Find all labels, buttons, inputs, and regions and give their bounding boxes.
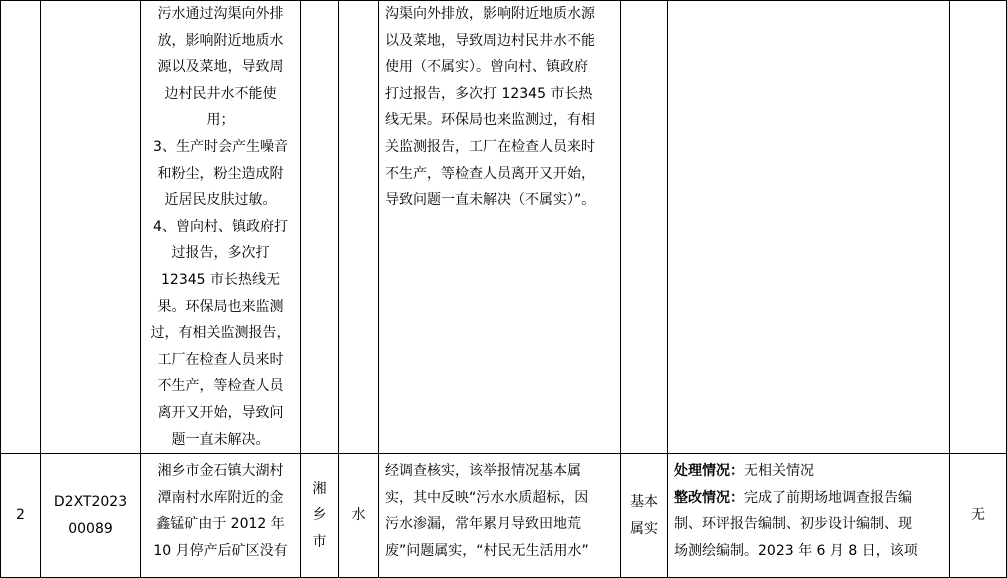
- last-col-cell: [950, 454, 1007, 578]
- rectify-text: [674, 485, 943, 565]
- case-id-cell: [41, 1, 141, 454]
- complaint-line: 湘乡市金石镇大湖村: [157, 463, 284, 480]
- handling-cell: [668, 454, 950, 578]
- city-char: 乡: [312, 507, 327, 524]
- complaint-line: 4、曾向村、镇政府打: [153, 218, 288, 235]
- verification-cell: [379, 454, 621, 578]
- verification-text: [385, 1, 616, 214]
- case-id: [41, 489, 140, 542]
- verification-line: 关监测报告，工厂在检查人员来时: [385, 138, 595, 155]
- verification-line: 不生产，等检查人员离开又开始，: [385, 165, 595, 182]
- verification-line: 废”问题属实，“村民无生活用水”: [385, 542, 589, 559]
- verification-line: 经调查核实，该举报情况基本属: [385, 463, 581, 480]
- verification-line: 使用（不属实）。曾向村、镇政府: [385, 59, 588, 76]
- complaint-text: [147, 458, 294, 564]
- verification-line: 导致问题一直未解决（不属实）”。: [385, 192, 596, 209]
- case-id-line: 00089: [68, 520, 113, 537]
- verification-line: 沟渠向外排放，影响附近地质水源: [385, 6, 595, 22]
- verdict-line: 基本: [630, 494, 658, 510]
- index-cell: [1, 1, 41, 454]
- complaint-line: 用；: [206, 112, 235, 129]
- complaint-line: 离开又开始，导致问: [157, 404, 284, 421]
- table-row: [1, 454, 1007, 578]
- complaint-line: 边村民井水不能使: [164, 85, 277, 102]
- city-cell: [301, 1, 339, 454]
- handling-line: [674, 458, 943, 485]
- complaint-line: 和粉尘，粉尘造成附: [157, 165, 284, 182]
- complaint-text: [147, 1, 294, 453]
- complaint-line: 题一直未解决。: [171, 431, 270, 448]
- complaint-line: 近居民皮肤过敏。: [164, 192, 277, 209]
- handling-cell: [668, 1, 950, 454]
- complaint-line: 过，有相关监测报告，: [150, 325, 291, 342]
- city-char: 湘: [312, 480, 327, 497]
- verdict-cell: [621, 454, 668, 578]
- handling-label: 处理情况：: [674, 463, 744, 480]
- last-col-value: 无: [971, 507, 985, 524]
- case-id-line: D2XT2023: [53, 494, 128, 510]
- city-name: [301, 476, 338, 556]
- complaint-line: 鑫锰矿由于 2012 年: [156, 516, 285, 533]
- handling-text: 无相关情况: [744, 463, 814, 480]
- pollution-type-cell: [339, 1, 379, 454]
- rectify-line: 制、环评报告编制、初步设计编制、现: [674, 516, 912, 533]
- pollution-type: 水: [351, 507, 366, 524]
- verification-line: 污水渗漏，常年累月导致田地荒: [385, 516, 581, 533]
- verification-text: [385, 458, 616, 564]
- row-index: 2: [16, 507, 25, 524]
- table-row: [1, 1, 1007, 454]
- complaint-line: 过报告，多次打: [171, 245, 270, 262]
- city-cell: [301, 454, 339, 578]
- verification-line: 线无果。环保局也来监测过，有相: [385, 112, 595, 129]
- complaint-cell: [141, 454, 301, 578]
- index-cell: [1, 454, 41, 578]
- complaint-line: 10 月停产后矿区没有: [153, 542, 288, 559]
- verdict: [621, 489, 667, 542]
- verification-line: 实，其中反映“污水水质超标，因: [385, 489, 589, 506]
- complaint-line: 污水通过沟渠向外排: [157, 6, 284, 22]
- pollution-type-cell: [339, 454, 379, 578]
- complaint-line: 工厂在检查人员来时: [157, 351, 284, 368]
- verdict-cell: [621, 1, 668, 454]
- complaint-line: 潭南村水库附近的金: [157, 489, 284, 506]
- complaint-cell: [141, 1, 301, 454]
- rectify-line: 场测绘编制。2023 年 6 月 8 日，该项: [674, 542, 918, 559]
- rectify-label: 整改情况：: [674, 489, 744, 506]
- verification-cell: [379, 1, 621, 454]
- complaint-line: 放，影响附近地质水: [157, 32, 284, 49]
- complaint-line: 3、生产时会产生噪音: [153, 138, 288, 155]
- verdict-line: 属实: [630, 520, 658, 537]
- complaint-line: 源以及菜地，导致周: [157, 59, 284, 76]
- rectify-line: 整改情况：完成了前期场地调查报告编: [674, 489, 912, 506]
- case-id-cell: [41, 454, 141, 578]
- complaint-line: 不生产，等检查人员: [157, 378, 284, 395]
- complaint-line: 果。环保局也来监测: [157, 298, 284, 315]
- verification-line: 打过报告，多次打 12345 市长热: [385, 85, 593, 102]
- verification-line: 以及菜地，导致周边村民井水不能: [385, 32, 595, 49]
- city-char: 市: [312, 533, 327, 550]
- complaint-line: 12345 市长热线无: [161, 271, 280, 288]
- last-col-cell: [950, 1, 1007, 454]
